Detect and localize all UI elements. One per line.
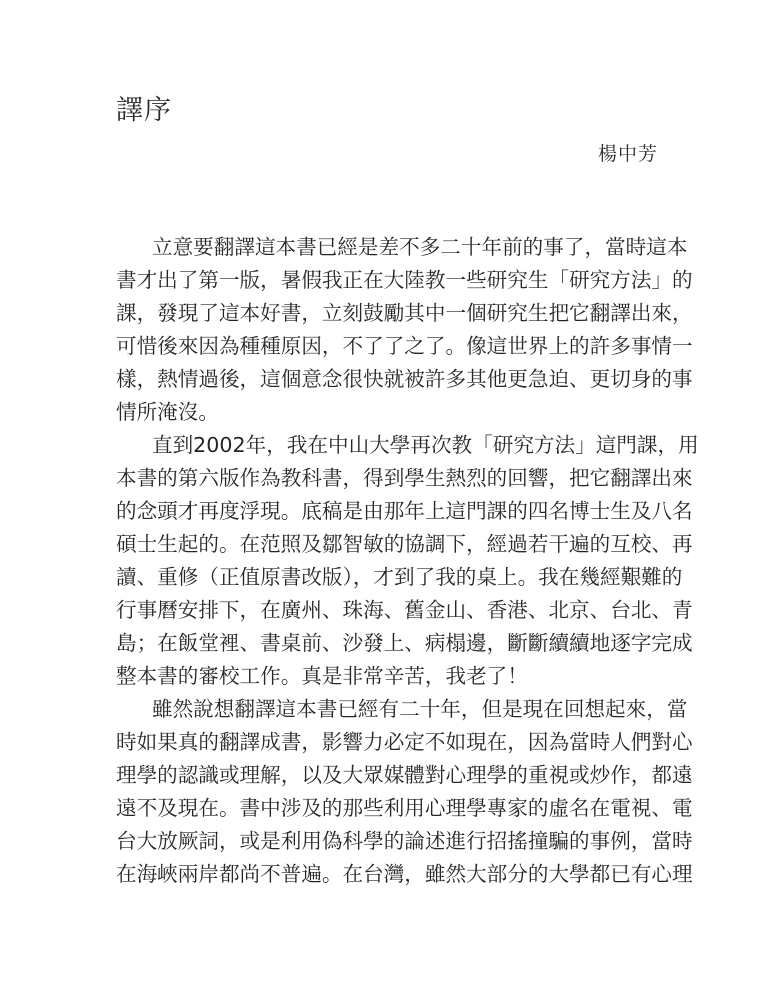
text-line: 書才出了第一版，暑假我正在大陸教一些研究生「研究方法」的 [116,268,693,292]
text-line: 直到2002年，我在中山大學再次教「研究方法」這門課，用 [152,433,699,457]
text-line: 整本書的審校工作。真是非常辛苦，我老了！ [116,664,528,688]
text-line: 情所淹沒。 [116,400,219,424]
text-line: 雖然說想翻譯這本書已經有二十年，但是現在回想起來，當 [152,697,688,721]
text-line: 理學的認識或理解，以及大眾媒體對心理學的重視或炒作，都遠 [116,763,693,787]
paragraph-2 [116,429,699,693]
text-line: 課，發現了這本好書，立刻鼓勵其中一個研究生把它翻譯出來， [116,301,693,325]
text-line: 遠不及現在。書中涉及的那些利用心理學專家的虛名在電視、電 [116,796,693,820]
text-line: 時如果真的翻譯成書，影響力必定不如現在，因為當時人們對心 [116,730,693,754]
text-line: 在海峽兩岸都尚不普遍。在台灣，雖然大部分的大學都已有心理 [116,862,693,886]
text-line: 本書的第六版作為教科書，得到學生熱烈的回響，把它翻譯出來 [116,466,693,490]
text-line: 島；在飯堂裡、書桌前、沙發上、病榻邊，斷斷續續地逐字完成 [116,631,693,655]
text-line: 行事曆安排下，在廣州、珠海、舊金山、香港、北京、台北、青 [116,598,693,622]
page-title: 譯序 [116,95,172,126]
paragraph-1 [116,231,693,429]
body-text [116,231,699,891]
text-line: 樣，熱情過後，這個意念很快就被許多其他更急迫、更切身的事 [116,367,693,391]
text-line: 的念頭才再度浮現。底稿是由那年上這門課的四名博士生及八名 [116,499,693,523]
text-line: 讀、重修（正值原書改版），才到了我的桌上。我在幾經艱難的 [116,565,683,589]
text-line: 台大放厥詞，或是利用偽科學的論述進行招搖撞騙的事例，當時 [116,829,693,853]
text-line: 可惜後來因為種種原因，不了了之了。像這世界上的許多事情一 [116,334,693,358]
text-line: 立意要翻譯這本書已經是差不多二十年前的事了，當時這本 [152,235,688,259]
text-line: 碩士生起的。在范照及鄒智敏的協調下，經過若干遍的互校、再 [116,532,693,556]
author-name: 楊中芳 [598,143,659,165]
paragraph-3 [116,693,693,891]
